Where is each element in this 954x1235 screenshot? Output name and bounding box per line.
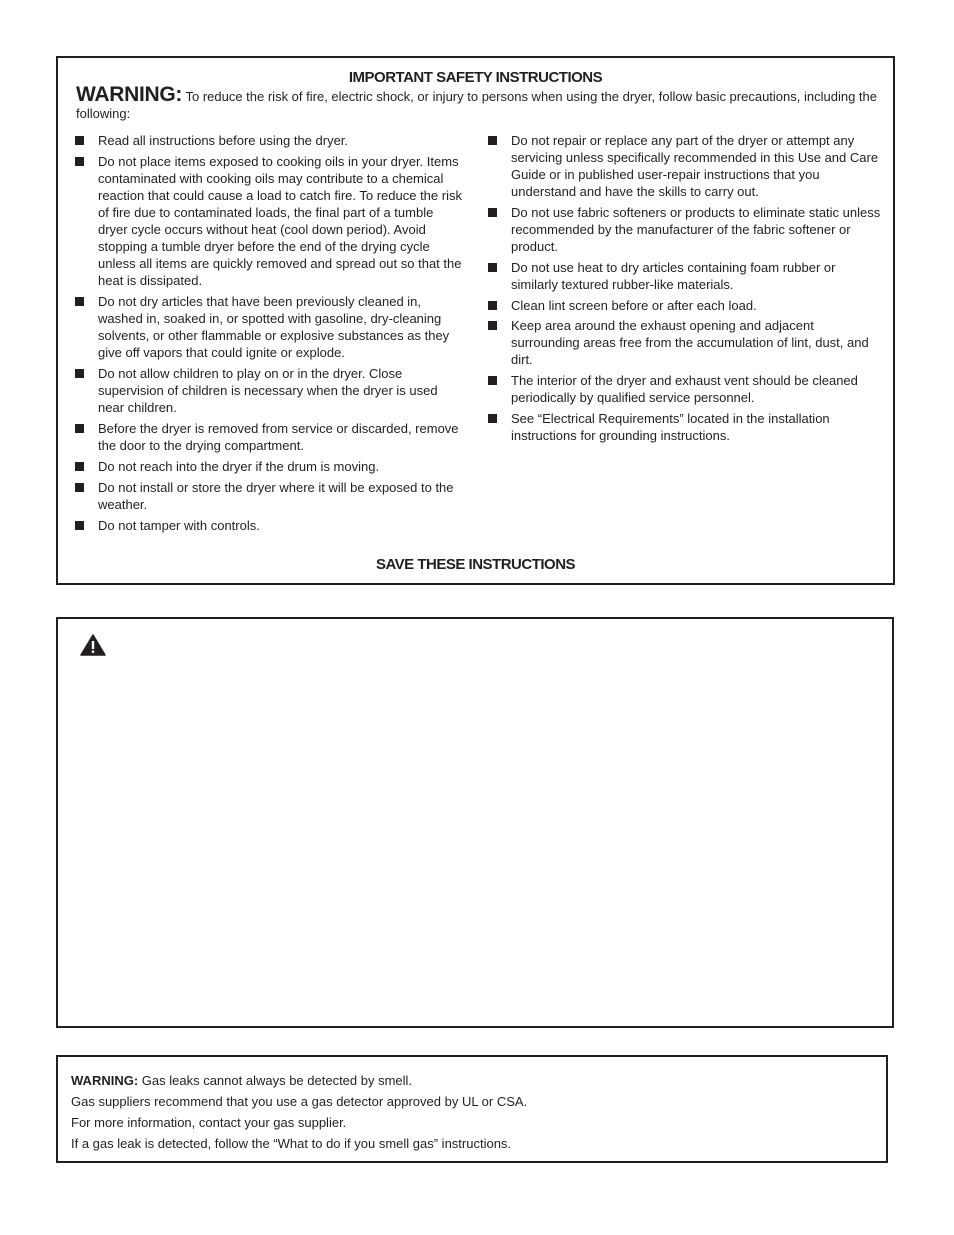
square-bullet-icon (75, 157, 84, 166)
square-bullet-icon (488, 136, 497, 145)
square-bullet-icon (488, 208, 497, 217)
list-item (488, 132, 883, 200)
list-item-text: Do not reach into the dryer if the drum is moving. (98, 459, 380, 474)
square-bullet-icon (75, 483, 84, 492)
gas-warning-line-3: For more information, contact your gas supplier. (71, 1115, 347, 1130)
list-item (488, 204, 883, 255)
safety-list-left (75, 132, 465, 538)
list-item-text: Do not install or store the dryer where it will be exposed to the weather. (98, 480, 454, 512)
warning-triangle-icon (80, 634, 106, 656)
list-item (488, 259, 883, 293)
list-item-text: The interior of the dryer and exhaust vent should be cleaned periodically by qualified service personnel. (511, 373, 858, 405)
safety-title: IMPORTANT SAFETY INSTRUCTIONS (348, 69, 603, 86)
list-item (75, 517, 465, 534)
gas-warning-line-4: If a gas leak is detected, follow the “What to do if you smell gas” instructions. (71, 1136, 512, 1151)
square-bullet-icon (488, 414, 497, 423)
list-item-text: Before the dryer is removed from service or discarded, remove the door to the drying compartment. (98, 421, 459, 453)
square-bullet-icon (75, 297, 84, 306)
square-bullet-icon (75, 424, 84, 433)
list-item-text: See “Electrical Requirements” located in the installation instructions for grounding instructions. (511, 411, 830, 443)
gas-line-1-text: Gas leaks cannot always be detected by smell. (138, 1073, 413, 1088)
list-item-text: Do not use heat to dry articles containing foam rubber or similarly textured rubber-like materials. (511, 260, 836, 292)
square-bullet-icon (75, 462, 84, 471)
list-item-text: Do not use fabric softeners or products to eliminate static unless recommended by the manufacturer of the fabric softener or product. (511, 205, 881, 254)
square-bullet-icon (75, 136, 84, 145)
list-item-text: Do not place items exposed to cooking oils in your dryer. Items contaminated with cooking oils may contribute to a chemical reaction that could cause a load to catch fire. To reduce the risk of fire due to contaminated loads, the final part of a tumble dryer cycle occurs without heat (cool down period). Avoid stopping a tumble dryer before the end of the drying cycle unless all items are quickly removed and spread out so that the heat is dissipated. (98, 154, 462, 288)
list-item-text: Keep area around the exhaust opening and adjacent surrounding areas free from the accumulation of lint, dust, and dirt. (511, 318, 869, 367)
list-item (75, 458, 465, 475)
square-bullet-icon (488, 321, 497, 330)
list-item-text: Clean lint screen before or after each load. (511, 298, 757, 313)
gas-warning-line-2: Gas suppliers recommend that you use a gas detector approved by UL or CSA. (71, 1094, 528, 1109)
list-item (488, 297, 883, 314)
gas-warning-text (71, 1070, 527, 1154)
save-instructions-footer: SAVE THESE INSTRUCTIONS (375, 556, 576, 573)
list-item-text: Do not repair or replace any part of the dryer or attempt any servicing unless specifically recommended in this Use and Care Guide or in published user-repair instructions that you understand and have the skills to carry out. (511, 133, 879, 199)
list-item-text: Read all instructions before using the dryer. (98, 133, 349, 148)
safety-list-right (488, 132, 883, 448)
important-safety-instructions-box (56, 56, 895, 585)
list-item (488, 410, 883, 444)
warning-label: WARNING: (76, 83, 183, 106)
hazard-warning-box (56, 617, 894, 1028)
list-item (488, 372, 883, 406)
list-item (75, 479, 465, 513)
square-bullet-icon (75, 521, 84, 530)
list-item (488, 317, 883, 368)
square-bullet-icon (488, 301, 497, 310)
square-bullet-icon (488, 376, 497, 385)
square-bullet-icon (488, 263, 497, 272)
list-item (75, 420, 465, 454)
list-item (75, 293, 465, 361)
warning-intro (76, 85, 879, 122)
list-item (75, 153, 465, 289)
warning-intro-text: To reduce the risk of fire, electric shock, or injury to persons when using the dryer, follow basic precautions, including the following: (76, 89, 877, 121)
list-item-text: Do not allow children to play on or in the dryer. Close supervision of children is necessary when the dryer is used near children. (98, 366, 438, 415)
list-item-text: Do not tamper with controls. (98, 518, 260, 533)
gas-warning-label: WARNING: (71, 1073, 139, 1088)
list-item (75, 365, 465, 416)
list-item-text: Do not dry articles that have been previously cleaned in, washed in, soaked in, or spotted with gasoline, dry-cleaning solvents, or other flammable or explosive substances as they give off vapors that could ignite or explode. (98, 294, 450, 360)
list-item (75, 132, 465, 149)
gas-warning-line-1 (71, 1070, 527, 1091)
gas-leak-warning-box (56, 1055, 888, 1163)
square-bullet-icon (75, 369, 84, 378)
